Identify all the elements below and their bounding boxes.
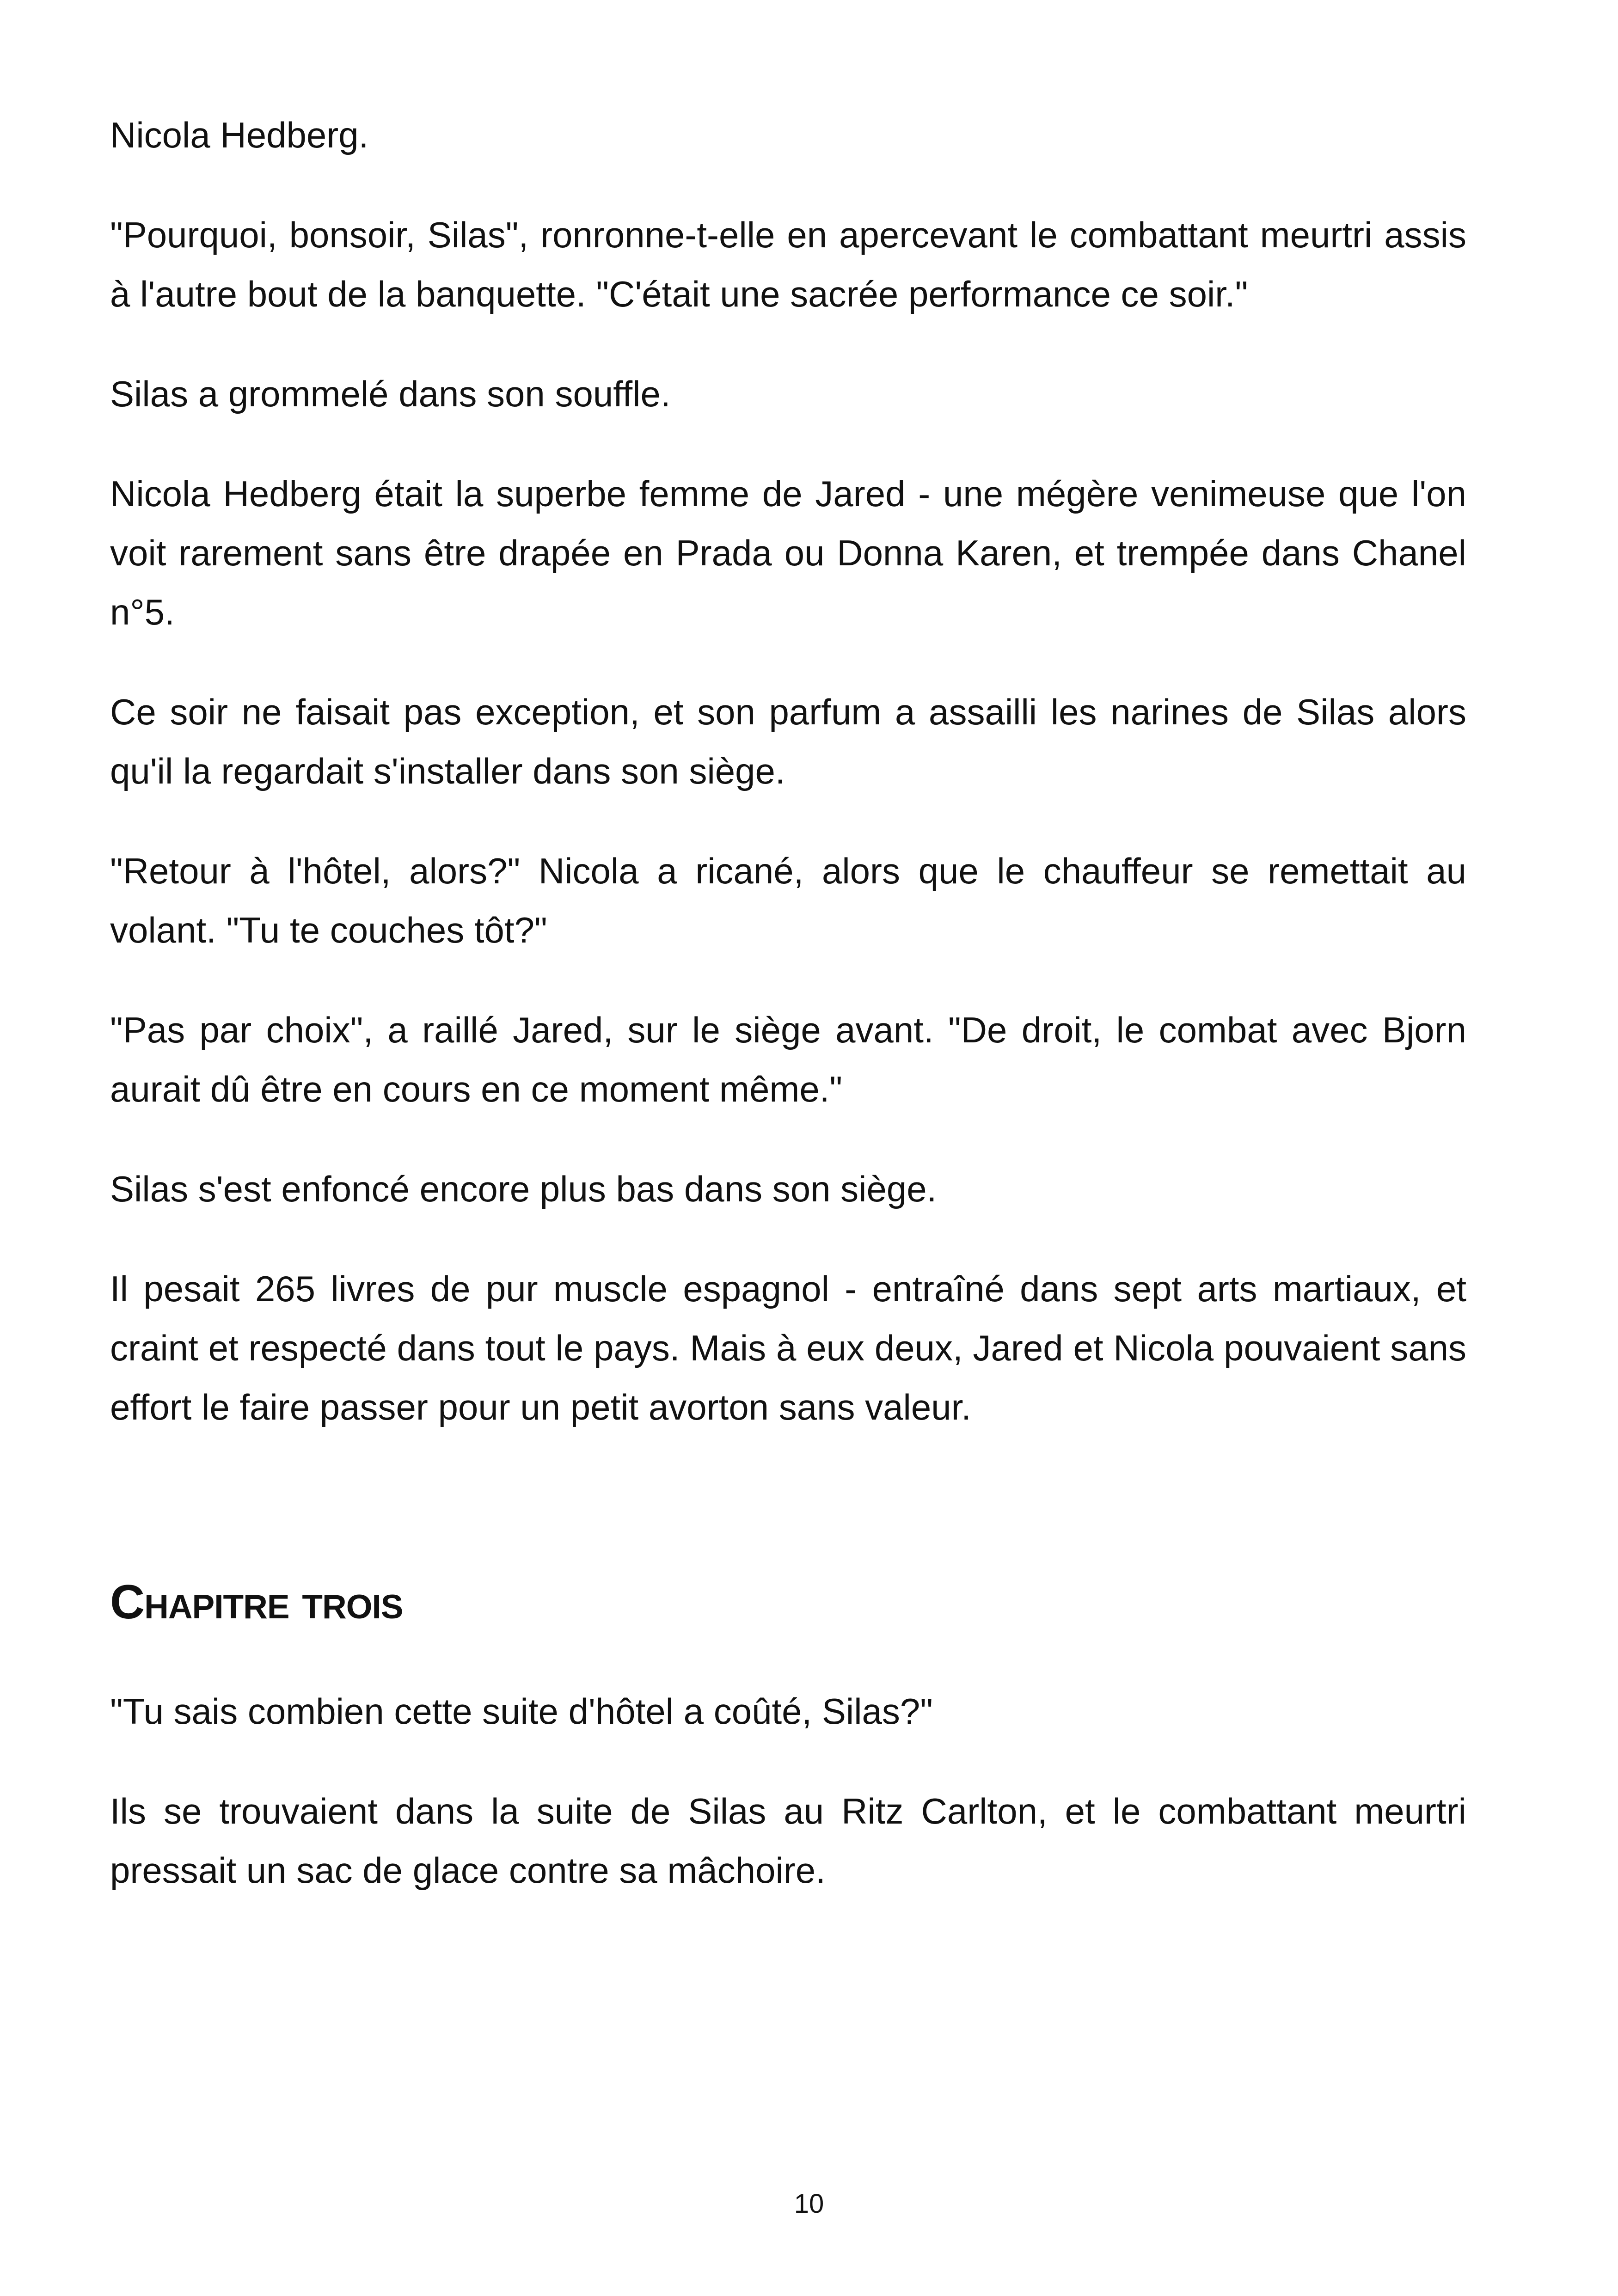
paragraph: Ce soir ne faisait pas exception, et son parfum a assailli les narines de Silas alors qu'il la regardait s'installer dans son siège. — [110, 692, 1466, 791]
page-number: 10 — [794, 2189, 824, 2219]
document-page — [110, 105, 1466, 1941]
paragraph: Nicola Hedberg était la superbe femme de Jared - une mégère venimeuse que l'on voit rarement sans être drapée en Prada ou Donna Karen, et trempée dans Chanel n°5. — [110, 473, 1466, 632]
paragraph: Silas a grommelé dans son souffle. — [110, 373, 671, 414]
paragraph: Silas s'est enfoncé encore plus bas dans son siège. — [110, 1169, 937, 1209]
paragraph: "Retour à l'hôtel, alors?" Nicola a ricané, alors que le chauffeur se remettait au volant. "Tu te couches tôt?" — [110, 851, 1466, 950]
paragraph: "Pas par choix", a raillé Jared, sur le siège avant. "De droit, le combat avec Bjorn aurait dû être en cours en ce moment même." — [110, 1010, 1466, 1109]
paragraph: Nicola Hedberg. — [110, 115, 369, 155]
paragraph: "Tu sais combien cette suite d'hôtel a coûté, Silas?" — [110, 1691, 933, 1732]
paragraph: "Pourquoi, bonsoir, Silas", ronronne-t-elle en apercevant le combattant meurtri assis à l'autre bout de la banquette. "C'était une sacrée performance ce soir." — [110, 214, 1466, 314]
paragraph: Ils se trouvaient dans la suite de Silas au Ritz Carlton, et le combattant meurtri pressait un sac de glace contre sa mâchoire. — [110, 1791, 1466, 1891]
chapter-heading: Chapitre trois — [110, 1575, 403, 1629]
paragraph: Il pesait 265 livres de pur muscle espagnol - entraîné dans sept arts martiaux, et craint et respecté dans tout le pays. Mais à eux deux, Jared et Nicola pouvaient sans effort le faire passer pour un petit avorton sans valeur. — [110, 1268, 1466, 1427]
